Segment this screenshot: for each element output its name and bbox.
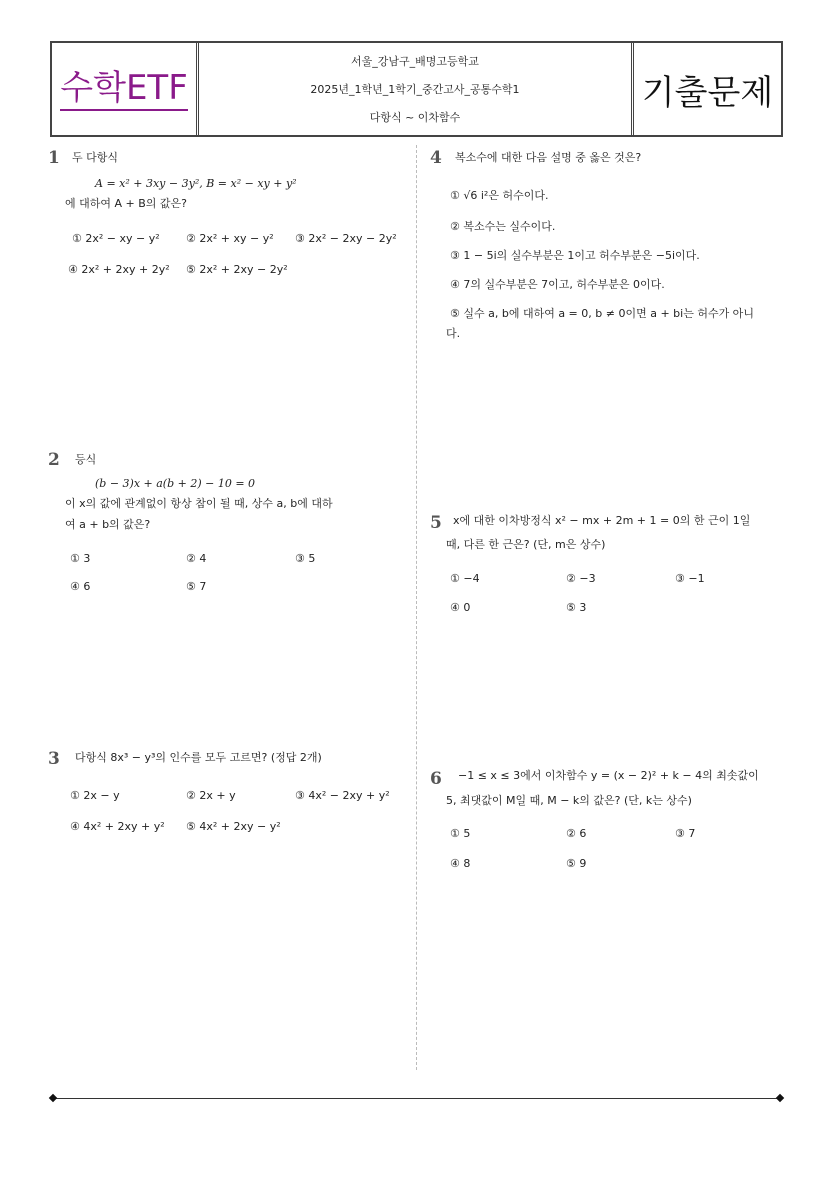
column-divider xyxy=(416,145,417,1070)
q4-option-5[interactable]: ⑤ 실수 a, b에 대하여 a = 0, b ≠ 0이면 a + bi는 허수가 아니 xyxy=(450,307,754,320)
question-number-4: 4 xyxy=(430,148,442,168)
logo-cell xyxy=(52,43,199,135)
q1-choice-1[interactable]: ① 2x² − xy − y² xyxy=(72,232,160,245)
question-6-stem: −1 ≤ x ≤ 3에서 이차함수 y = (x − 2)² + k − 4의 최솟값이 xyxy=(458,769,759,782)
q6-choice-4[interactable]: ④ 8 xyxy=(450,857,471,870)
question-4-stem: 복소수에 대한 다음 설명 중 옳은 것은? xyxy=(455,151,642,164)
q1-choice-5[interactable]: ⑤ 2x² + 2xy − 2y² xyxy=(186,263,288,276)
footer-diamond-right-icon xyxy=(776,1094,784,1102)
question-5-stem-2: 때, 다른 한 근은? (단, m은 상수) xyxy=(446,538,606,551)
q6-choice-3[interactable]: ③ 7 xyxy=(675,827,696,840)
q2-choice-3[interactable]: ③ 5 xyxy=(295,552,316,565)
question-1-stem-2: 에 대하여 A + B의 값은? xyxy=(65,197,187,210)
q5-choice-4[interactable]: ④ 0 xyxy=(450,601,471,614)
question-number-5: 5 xyxy=(430,513,442,533)
q2-choice-2[interactable]: ② 4 xyxy=(186,552,207,565)
q3-choice-3[interactable]: ③ 4x² − 2xy + y² xyxy=(295,789,390,802)
q4-option-1[interactable]: ① √6 i²은 허수이다. xyxy=(450,189,549,202)
question-2-stem-2: 이 x의 값에 관계없이 항상 참이 될 때, 상수 a, b에 대하 xyxy=(65,497,333,510)
q3-choice-5[interactable]: ⑤ 4x² + 2xy − y² xyxy=(186,820,281,833)
q5-choice-3[interactable]: ③ −1 xyxy=(675,572,705,585)
question-number-3: 3 xyxy=(48,749,60,769)
q3-choice-2[interactable]: ② 2x + y xyxy=(186,789,236,802)
exam-header xyxy=(50,41,783,137)
q1-choice-3[interactable]: ③ 2x² − 2xy − 2y² xyxy=(295,232,397,245)
exam-info xyxy=(199,43,634,135)
question-number-1: 1 xyxy=(48,148,60,168)
q6-choice-5[interactable]: ⑤ 9 xyxy=(566,857,587,870)
logo: 수학ETF xyxy=(60,68,188,111)
q2-choice-1[interactable]: ① 3 xyxy=(70,552,91,565)
q1-choice-2[interactable]: ② 2x² + xy − y² xyxy=(186,232,274,245)
q2-choice-5[interactable]: ⑤ 7 xyxy=(186,580,207,593)
q3-choice-1[interactable]: ① 2x − y xyxy=(70,789,120,802)
q5-choice-2[interactable]: ② −3 xyxy=(566,572,596,585)
question-number-6: 6 xyxy=(430,769,442,789)
question-6-stem-2: 5, 최댓값이 M일 때, M − k의 값은? (단, k는 상수) xyxy=(446,794,692,807)
question-2-stem-3: 여 a + b의 값은? xyxy=(65,518,151,531)
exam-name: 2025년_1학년_1학기_중간고사_공통수학1 xyxy=(310,83,520,96)
q4-option-4[interactable]: ④ 7의 실수부분은 7이고, 허수부분은 0이다. xyxy=(450,278,665,291)
school-name: 서울_강남구_배명고등학교 xyxy=(351,55,479,68)
question-2-stem: 등식 xyxy=(75,453,97,466)
q2-choice-4[interactable]: ④ 6 xyxy=(70,580,91,593)
q3-choice-4[interactable]: ④ 4x² + 2xy + y² xyxy=(70,820,165,833)
q1-choice-4[interactable]: ④ 2x² + 2xy + 2y² xyxy=(68,263,170,276)
footer-diamond-left-icon xyxy=(49,1094,57,1102)
q5-choice-1[interactable]: ① −4 xyxy=(450,572,480,585)
q6-choice-1[interactable]: ① 5 xyxy=(450,827,471,840)
question-3-stem: 다항식 8x³ − y³의 인수를 모두 고르면? (정답 2개) xyxy=(75,751,322,764)
question-1-formula: A = x² + 3xy − 3y², B = x² − xy + y² xyxy=(95,177,297,190)
q4-option-5-cont: 다. xyxy=(446,327,461,340)
question-5-stem: x에 대한 이차방정식 x² − mx + 2m + 1 = 0의 한 근이 1일 xyxy=(453,514,751,527)
question-1-stem: 두 다항식 xyxy=(72,151,119,164)
footer-rule xyxy=(53,1098,780,1099)
q4-option-3[interactable]: ③ 1 − 5i의 실수부분은 1이고 허수부분은 −5i이다. xyxy=(450,249,700,262)
question-number-2: 2 xyxy=(48,450,60,470)
q6-choice-2[interactable]: ② 6 xyxy=(566,827,587,840)
question-2-formula: (b − 3)x + a(b + 2) − 10 = 0 xyxy=(95,477,256,490)
q4-option-2[interactable]: ② 복소수는 실수이다. xyxy=(450,220,556,233)
q5-choice-5[interactable]: ⑤ 3 xyxy=(566,601,587,614)
exam-scope: 다항식 ~ 이차함수 xyxy=(369,111,461,124)
page-title: 기출문제 xyxy=(641,72,774,113)
